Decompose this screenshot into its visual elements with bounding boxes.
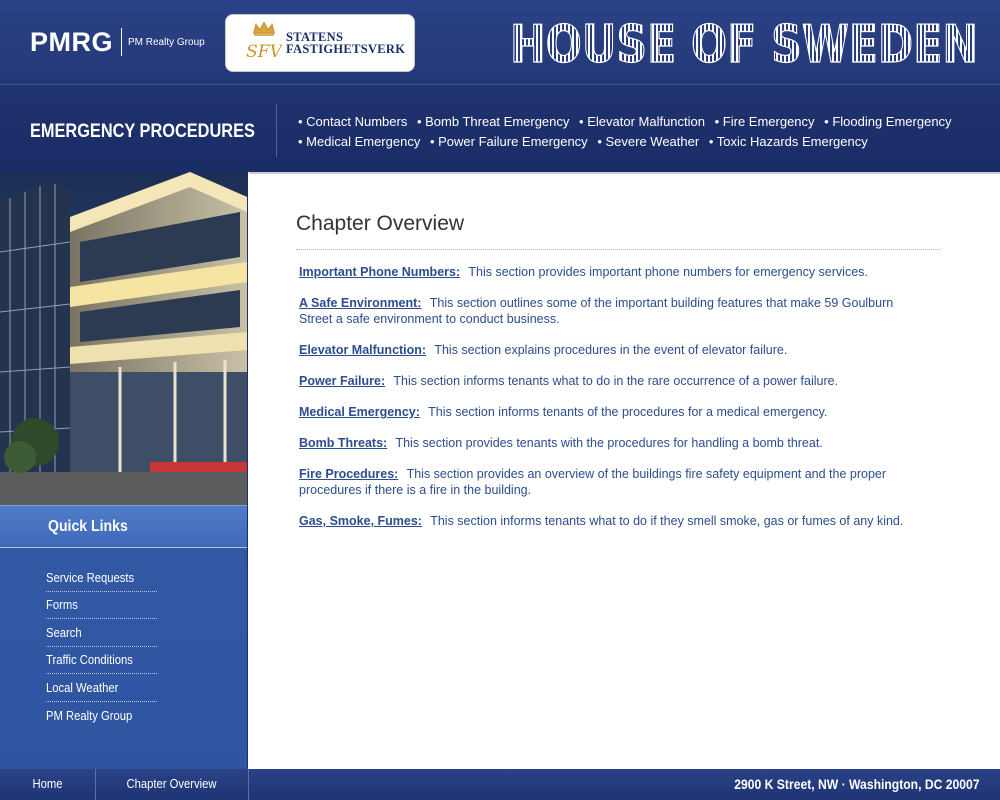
footer-home-link[interactable]: Home	[32, 777, 63, 791]
section-link-power-failure[interactable]: Power Failure:	[299, 374, 386, 388]
quick-link-item	[46, 674, 157, 702]
nav-link-contact-numbers[interactable]: • Contact Numbers	[298, 114, 407, 129]
section-link-elevator-malfunction[interactable]: Elevator Malfunction:	[299, 343, 427, 357]
section-description: This section informs tenants what to do in the rare occurrence of a power failure.	[393, 374, 839, 388]
title-divider	[296, 249, 940, 250]
nav-link-bomb-threat[interactable]: • Bomb Threat Emergency	[417, 114, 569, 129]
section-description: This section explains procedures in the event of elevator failure.	[434, 343, 788, 357]
quick-link-item	[46, 564, 157, 592]
quick-link-service-requests[interactable]: Service Requests	[46, 570, 135, 585]
section-item	[299, 435, 919, 451]
nav-links	[298, 112, 988, 152]
emergency-nav	[0, 84, 1000, 172]
house-of-sweden-text: HOUSE OF SWEDEN	[510, 18, 978, 68]
quick-link-pm-realty-group[interactable]: PM Realty Group	[46, 709, 133, 723]
section-link-important-phone-numbers[interactable]: Important Phone Numbers:	[299, 265, 461, 279]
footer-chapter-overview-link[interactable]: Chapter Overview	[126, 777, 217, 791]
section-description: This section provides tenants with the procedures for handling a bomb threat.	[395, 436, 823, 450]
pmrg-logo[interactable]	[30, 26, 205, 58]
quick-link-item	[46, 592, 157, 620]
house-of-sweden-title	[508, 18, 980, 68]
site-banner	[0, 0, 1000, 84]
section-link-safe-environment[interactable]: A Safe Environment:	[299, 296, 422, 310]
section-link-bomb-threats[interactable]: Bomb Threats:	[299, 436, 388, 450]
quick-links-header	[0, 505, 247, 548]
nav-link-power-failure[interactable]: • Power Failure Emergency	[430, 134, 588, 149]
section-description: This section provides important phone numbers for emergency services.	[468, 265, 868, 279]
section-item	[299, 342, 919, 358]
section-item	[299, 264, 919, 280]
quick-link-item	[46, 619, 157, 647]
section-item	[299, 373, 919, 389]
nav-link-flooding-emergency[interactable]: • Flooding Emergency	[824, 114, 951, 129]
sidebar	[0, 172, 248, 769]
section-item	[299, 466, 919, 498]
sfv-logo-line2: FASTIGHETSVERK	[286, 42, 406, 56]
pmrg-logo-subtitle: PM Realty Group	[128, 36, 205, 48]
nav-link-severe-weather[interactable]: • Severe Weather	[597, 134, 699, 149]
quick-link-local-weather[interactable]: Local Weather	[46, 680, 119, 695]
quick-links-title: Quick Links	[48, 518, 128, 535]
section-link-gas-smoke-fumes[interactable]: Gas, Smoke, Fumes:	[299, 514, 422, 528]
building-photo	[0, 172, 247, 505]
crown-emblem-letters: SFV	[246, 42, 282, 62]
statens-fastighetsverk-logo[interactable]	[225, 14, 415, 72]
footer-bar	[0, 769, 1000, 800]
footer-divider	[248, 769, 249, 800]
quick-link-search[interactable]: Search	[46, 625, 82, 640]
quick-link-item	[46, 647, 157, 675]
page-title: Chapter Overview	[296, 212, 465, 235]
section-item	[299, 404, 919, 420]
footer-address: 2900 K Street, NW · Washington, DC 20007	[734, 777, 980, 792]
quick-link-traffic-conditions[interactable]: Traffic Conditions	[46, 653, 133, 667]
sfv-logo-text	[286, 31, 405, 55]
crown-emblem-icon	[246, 21, 282, 65]
nav-link-elevator-malfunction[interactable]: • Elevator Malfunction	[579, 114, 705, 129]
quick-link-forms[interactable]: Forms	[46, 598, 78, 612]
footer-divider	[95, 769, 96, 800]
quick-link-item	[46, 702, 157, 730]
section-description: This section provides an overview of the buildings fire safety equipment and the proper procedures if there is a fire in the building.	[299, 467, 887, 497]
nav-link-fire-emergency[interactable]: • Fire Emergency	[715, 114, 815, 129]
section-description: This section informs tenants what to do if they smell smoke, gas or fumes of any kind.	[430, 514, 904, 528]
section-link-fire-procedures[interactable]: Fire Procedures:	[299, 467, 399, 481]
section-description: This section outlines some of the important building features that make 59 Goulburn Street a safe environment to conduct business.	[299, 296, 894, 326]
section-item	[299, 295, 919, 327]
nav-section-title: EMERGENCY PROCEDURES	[30, 121, 255, 142]
nav-link-toxic-hazards[interactable]: • Toxic Hazards Emergency	[709, 134, 868, 149]
section-list	[299, 264, 919, 544]
pmrg-logo-divider	[121, 28, 122, 56]
nav-row-2	[298, 132, 988, 152]
pmrg-logo-mark: PMRG	[30, 26, 113, 57]
section-item	[299, 513, 919, 529]
nav-divider	[276, 104, 277, 157]
nav-link-medical-emergency[interactable]: • Medical Emergency	[298, 134, 420, 149]
main-content	[249, 172, 1000, 769]
section-description: This section informs tenants of the procedures for a medical emergency.	[428, 405, 828, 419]
section-link-medical-emergency[interactable]: Medical Emergency:	[299, 405, 420, 419]
sfv-logo-line1: STATENS	[286, 30, 344, 44]
quick-links-list	[46, 564, 157, 729]
nav-row-1	[298, 112, 988, 132]
